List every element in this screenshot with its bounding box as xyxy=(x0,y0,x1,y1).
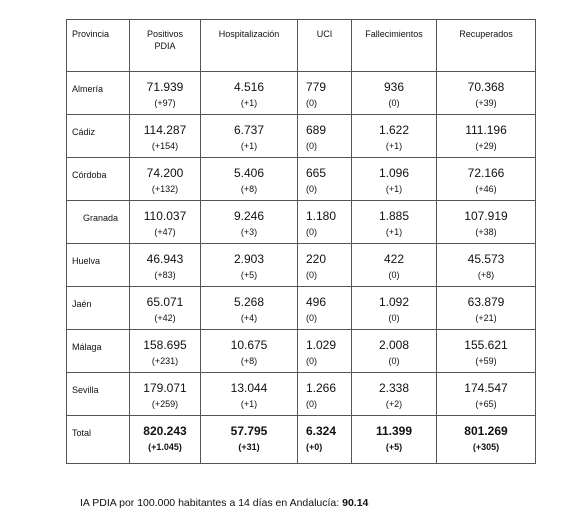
uci-value: 1.180 xyxy=(306,209,337,223)
hospital-value: 13.044 xyxy=(230,381,268,395)
recovered-value: 72.166 xyxy=(467,166,505,180)
positives-delta: (+132) xyxy=(151,184,179,194)
uci-value: 665 xyxy=(306,166,327,180)
deaths-cell xyxy=(352,201,437,244)
table-header-row xyxy=(67,20,536,72)
recovered-cell xyxy=(437,201,536,244)
hospital-value: 5.406 xyxy=(233,166,265,180)
positives-value: 71.939 xyxy=(146,80,184,94)
total-uci-delta: (+0) xyxy=(306,442,323,452)
positives-delta: (+97) xyxy=(154,98,176,108)
header-deaths: Fallecimientos xyxy=(352,20,437,72)
uci-delta: (0) xyxy=(306,313,317,323)
deaths-cell xyxy=(352,244,437,287)
positives-cell xyxy=(130,244,201,287)
uci-cell xyxy=(298,158,352,201)
positives-delta: (+259) xyxy=(151,399,179,409)
uci-value: 496 xyxy=(306,295,327,309)
uci-value: 689 xyxy=(306,123,327,137)
deaths-value: 936 xyxy=(383,80,405,94)
hospital-cell xyxy=(201,330,298,373)
positives-value: 74.200 xyxy=(146,166,184,180)
header-hospital: Hospitalización xyxy=(201,20,298,72)
deaths-delta: (+1) xyxy=(385,227,403,237)
recovered-delta: (+29) xyxy=(475,141,497,151)
uci-delta: (0) xyxy=(306,98,317,108)
header-uci: UCI xyxy=(298,20,352,72)
hospital-cell xyxy=(201,72,298,115)
uci-cell xyxy=(298,115,352,158)
uci-value: 1.266 xyxy=(306,381,337,395)
total-uci-value: 6.324 xyxy=(306,424,337,438)
hospital-delta: (+1) xyxy=(240,141,258,151)
deaths-delta: (0) xyxy=(388,98,400,108)
hospital-cell xyxy=(201,115,298,158)
hospital-delta: (+1) xyxy=(240,399,258,409)
deaths-cell xyxy=(352,373,437,416)
recovered-cell xyxy=(437,158,536,201)
deaths-delta: (0) xyxy=(388,313,400,323)
deaths-delta: (+1) xyxy=(385,184,403,194)
positives-cell xyxy=(130,115,201,158)
uci-cell xyxy=(298,330,352,373)
total-positives-cell xyxy=(130,416,201,464)
table-row xyxy=(67,330,536,373)
uci-delta: (0) xyxy=(306,270,317,280)
positives-cell xyxy=(130,330,201,373)
hospital-delta: (+8) xyxy=(240,184,258,194)
recovered-delta: (+59) xyxy=(475,356,497,366)
uci-value: 220 xyxy=(306,252,327,266)
hospital-cell xyxy=(201,244,298,287)
province-name: Huelva xyxy=(67,244,130,287)
recovered-delta: (+38) xyxy=(475,227,497,237)
deaths-cell xyxy=(352,287,437,330)
positives-delta: (+42) xyxy=(154,313,176,323)
table-row xyxy=(67,287,536,330)
recovered-value: 111.196 xyxy=(465,123,507,137)
recovered-delta: (+8) xyxy=(477,270,495,280)
positives-delta: (+231) xyxy=(151,356,179,366)
uci-cell xyxy=(298,244,352,287)
total-deaths-delta: (+5) xyxy=(385,442,403,452)
deaths-value: 1.096 xyxy=(378,166,410,180)
recovered-cell xyxy=(437,373,536,416)
recovered-cell xyxy=(437,330,536,373)
table-total-row xyxy=(67,416,536,464)
recovered-cell xyxy=(437,115,536,158)
positives-cell xyxy=(130,72,201,115)
total-hospital-cell xyxy=(201,416,298,464)
covid-data-table xyxy=(66,19,536,464)
province-name: Málaga xyxy=(67,330,130,373)
table-row xyxy=(67,244,536,287)
uci-cell xyxy=(298,287,352,330)
deaths-cell xyxy=(352,72,437,115)
province-name: Jaén xyxy=(67,287,130,330)
hospital-value: 4.516 xyxy=(233,80,265,94)
positives-cell xyxy=(130,373,201,416)
recovered-cell xyxy=(437,72,536,115)
header-positives-line2: PDIA xyxy=(154,41,176,51)
positives-delta: (+47) xyxy=(154,227,176,237)
positives-value: 114.287 xyxy=(143,123,187,137)
hospital-value: 5.268 xyxy=(233,295,265,309)
hospital-value: 9.246 xyxy=(233,209,265,223)
deaths-delta: (+1) xyxy=(385,141,403,151)
uci-delta: (0) xyxy=(306,141,317,151)
total-positives-value: 820.243 xyxy=(143,424,187,438)
positives-cell xyxy=(130,158,201,201)
header-province: Provincia xyxy=(67,20,130,72)
deaths-value: 2.008 xyxy=(378,338,410,352)
hospital-value: 10.675 xyxy=(230,338,268,352)
positives-value: 179.071 xyxy=(143,381,187,395)
total-hospital-value: 57.795 xyxy=(230,424,268,438)
recovered-cell xyxy=(437,287,536,330)
deaths-value: 1.885 xyxy=(378,209,410,223)
uci-cell xyxy=(298,201,352,244)
total-positives-delta: (+1.045) xyxy=(148,442,182,452)
positives-delta: (+154) xyxy=(151,141,179,151)
province-name: Almería xyxy=(67,72,130,115)
footnote-value: 90.14 xyxy=(342,497,369,509)
recovered-delta: (+39) xyxy=(475,98,497,108)
hospital-value: 6.737 xyxy=(233,123,265,137)
positives-value: 46.943 xyxy=(146,252,184,266)
hospital-value: 2.903 xyxy=(233,252,265,266)
deaths-delta: (0) xyxy=(388,356,400,366)
recovered-value: 107.919 xyxy=(464,209,508,223)
hospital-delta: (+1) xyxy=(240,98,258,108)
total-recovered-delta: (+305) xyxy=(472,442,500,452)
positives-value: 110.037 xyxy=(143,209,187,223)
deaths-delta: (+2) xyxy=(385,399,403,409)
hospital-cell xyxy=(201,158,298,201)
positives-value: 65.071 xyxy=(146,295,184,309)
uci-delta: (0) xyxy=(306,356,317,366)
recovered-value: 155.621 xyxy=(464,338,508,352)
province-name: Sevilla xyxy=(67,373,130,416)
table-row xyxy=(67,201,536,244)
uci-cell xyxy=(298,373,352,416)
recovered-delta: (+46) xyxy=(475,184,497,194)
deaths-cell xyxy=(352,115,437,158)
uci-delta: (0) xyxy=(306,399,317,409)
hospital-delta: (+4) xyxy=(240,313,258,323)
table-row xyxy=(67,72,536,115)
deaths-value: 1.092 xyxy=(378,295,410,309)
deaths-cell xyxy=(352,330,437,373)
province-name: Granada xyxy=(67,201,130,244)
total-recovered-value: 801.269 xyxy=(464,424,508,438)
hospital-delta: (+3) xyxy=(240,227,258,237)
positives-cell xyxy=(130,287,201,330)
province-name: Córdoba xyxy=(67,158,130,201)
uci-delta: (0) xyxy=(306,227,317,237)
hospital-delta: (+5) xyxy=(240,270,258,280)
total-deaths-cell xyxy=(352,416,437,464)
province-name: Cádiz xyxy=(67,115,130,158)
recovered-delta: (+21) xyxy=(475,313,497,323)
positives-value: 158.695 xyxy=(143,338,187,352)
uci-value: 1.029 xyxy=(306,338,337,352)
recovered-delta: (+65) xyxy=(475,399,497,409)
total-deaths-value: 11.399 xyxy=(375,424,413,438)
footnote-text: IA PDIA por 100.000 habitantes a 14 días en Andalucía: xyxy=(80,497,343,509)
total-uci-cell xyxy=(298,416,352,464)
uci-cell xyxy=(298,72,352,115)
table-row xyxy=(67,373,536,416)
recovered-value: 45.573 xyxy=(467,252,505,266)
header-positives-line1: Positivos xyxy=(146,29,183,39)
hospital-cell xyxy=(201,373,298,416)
table-row xyxy=(67,158,536,201)
total-hospital-delta: (+31) xyxy=(238,442,260,452)
table-row xyxy=(67,115,536,158)
recovered-value: 70.368 xyxy=(467,80,505,94)
deaths-delta: (0) xyxy=(388,270,400,280)
total-label: Total xyxy=(67,416,130,464)
hospital-delta: (+8) xyxy=(240,356,258,366)
recovered-cell xyxy=(437,244,536,287)
incidence-footnote xyxy=(80,497,368,509)
positives-cell xyxy=(130,201,201,244)
uci-delta: (0) xyxy=(306,184,317,194)
positives-delta: (+83) xyxy=(154,270,176,280)
uci-value: 779 xyxy=(306,80,327,94)
header-recovered: Recuperados xyxy=(437,20,536,72)
header-positives xyxy=(130,20,201,72)
total-recovered-cell xyxy=(437,416,536,464)
deaths-value: 2.338 xyxy=(378,381,410,395)
hospital-cell xyxy=(201,287,298,330)
deaths-value: 1.622 xyxy=(378,123,410,137)
deaths-cell xyxy=(352,158,437,201)
deaths-value: 422 xyxy=(383,252,405,266)
recovered-value: 174.547 xyxy=(464,381,508,395)
hospital-cell xyxy=(201,201,298,244)
recovered-value: 63.879 xyxy=(467,295,505,309)
